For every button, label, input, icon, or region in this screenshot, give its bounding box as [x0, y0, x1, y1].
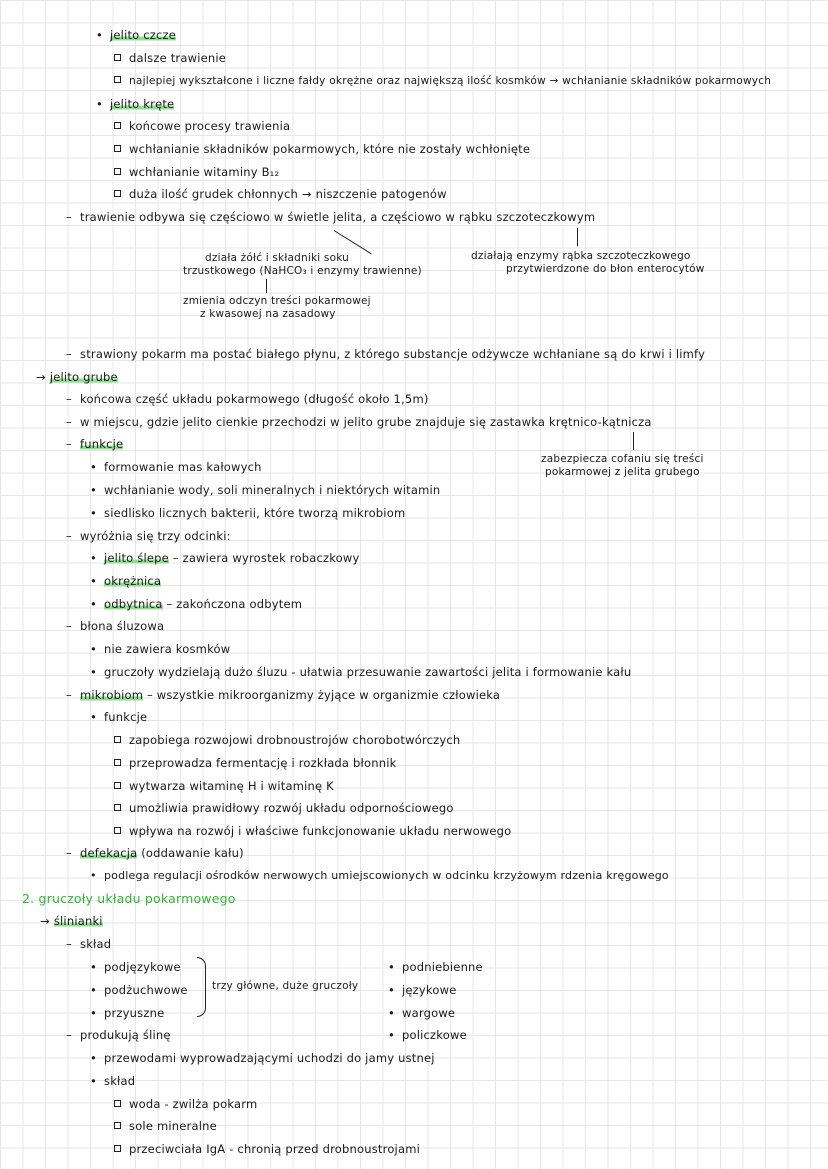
connector-line-right	[577, 228, 578, 246]
item-przewody: • przewodami wyprowadzającymi uchodzi do jamy ustnej	[90, 1051, 435, 1065]
item-defekacja: – defekacja (oddawanie kału)	[66, 846, 244, 860]
bullet-jelito-czcze: • jelito czcze	[96, 28, 177, 42]
note-trzustkowego: trzustkowego (NaHCO₃ i enzymy trawienne)	[183, 265, 422, 277]
heading-jelito-czcze: jelito czcze	[110, 28, 177, 42]
heading-slinianki: → ślinianki	[40, 914, 103, 928]
item-mikrobiom: – mikrobiom – wszystkie mikroorganizmy żyjące w organizmie człowieka	[66, 688, 501, 702]
item-produkuja-sline: – produkują ślinę	[66, 1028, 171, 1042]
item-wargowe: • wargowe	[388, 1006, 456, 1020]
item-odbytnica: • odbytnica – zakończona odbytem	[90, 597, 303, 611]
item-bez-kosmkow: • nie zawiera kosmków	[90, 642, 231, 656]
item-zapobiega: zapobiega rozwojowi drobnoustrojów chorobotwórczych	[114, 733, 460, 747]
item-woda: woda - zwilża pokarm	[114, 1097, 257, 1111]
note-strawiony-pokarm: – strawiony pokarm ma postać białego płynu, z którego substancje odżywcze wchłaniane są do krwi i limfy	[66, 347, 706, 361]
connector-line-zmienia	[266, 279, 267, 293]
item-grudki-chlonne: duża ilość grudek chłonnych → niszczenie patogenów	[114, 187, 447, 201]
item-koncowe-procesy: końcowe procesy trawienia	[114, 119, 290, 133]
note-zabezpiecza: zabezpiecza cofaniu się treści	[541, 453, 704, 465]
item-podjezykowe: • podjęzykowe	[90, 960, 181, 974]
item-przeciwciala: przeciwciała IgA - chronią przed drobnoustrojami	[114, 1142, 420, 1156]
item-blona-sluzowa: – błona śluzowa	[66, 619, 165, 633]
note-przytwierdzone: przytwierdzone do błon enterocytów	[506, 263, 705, 275]
item-wchlanianie-skladnikow: wchłanianie składników pokarmowych, które nie zostały wchłonięte	[114, 142, 530, 156]
note-zolc: działa żółć i składniki soku	[205, 252, 350, 264]
item-sklad: – skład	[66, 937, 112, 951]
item-sklad-sliny: • skład	[90, 1074, 136, 1088]
item-jelito-slepe: • jelito ślepe – zawiera wyrostek robaczkowy	[90, 551, 360, 565]
note-zmienia-odczyn: zmienia odczyn treści pokarmowej	[183, 295, 371, 307]
heading-jelito-grube: → jelito grube	[36, 370, 118, 384]
bullet-jelito-krete: • jelito kręte	[96, 97, 175, 111]
item-podniebienne: • podniebienne	[388, 960, 483, 974]
section-gruczoly: 2. gruczoły układu pokarmowego	[22, 891, 236, 906]
note-trawienie: – trawienie odbywa się częściowo w świetle jelita, a częściowo w rąbku szczoteczkowym	[66, 210, 596, 224]
note-enzymy-rabka: działają enzymy rąbka szczoteczkowego	[471, 250, 691, 262]
item-odpornosc: umożliwia prawidłowy rozwój układu odpornościowego	[114, 801, 454, 815]
item-sole-mineralne: sole mineralne	[114, 1119, 217, 1133]
item-dalsze-trawienie: dalsze trawienie	[114, 51, 226, 65]
item-masy-kalowe: • formowanie mas kałowych	[90, 460, 262, 474]
item-jezykowe: • językowe	[388, 983, 457, 997]
item-uklad-nerwowy: wpływa na rozwój i właściwe funkcjonowanie układu nerwowego	[114, 824, 511, 838]
note-zasadowy: z kwasowej na zasadowy	[200, 308, 336, 320]
item-podzuchwowe: • podżuchwowe	[90, 983, 188, 997]
heading-jelito-krete: jelito kręte	[110, 97, 175, 111]
item-siedlisko-bakterii: • siedlisko licznych bakterii, które tworzą mikrobiom	[90, 506, 406, 520]
note-trzy-glowne: trzy główne, duże gruczoły	[212, 980, 359, 992]
item-witaminy-h-k: wytwarza witaminę H i witaminę K	[114, 779, 334, 793]
item-witamina-b12: wchłanianie witaminy B₁₂	[114, 165, 279, 179]
item-policzkowe: • policzkowe	[388, 1028, 467, 1042]
item-odcinki: – wyróżnia się trzy odcinki:	[66, 529, 231, 543]
item-gruczoly-sluz: • gruczoły wydzielają dużo śluzu - ułatwia przesuwanie zawartości jelita i formowanie kału	[90, 665, 632, 679]
item-fermentacja: przeprowadza fermentację i rozkłada błonnik	[114, 756, 396, 770]
item-faldy-okrezne: najlepiej wykształcone i liczne fałdy okrężne oraz największą ilość kosmków → wchłanianie składników pokarmowych	[114, 74, 771, 88]
heading-funkcje-grube: – funkcje	[66, 437, 124, 451]
item-wchlanianie-wody: • wchłanianie wody, soli mineralnych i niektórych witamin	[90, 483, 441, 497]
item-zastawka: – w miejscu, gdzie jelito cienkie przechodzi w jelito grube znajduje się zastawka krętnico-kątnicza	[66, 415, 652, 429]
connector-line-zastawka	[633, 432, 634, 450]
item-regulacja: • podlega regulacji ośrodków nerwowych umiejscowionych w odcinku krzyżowym rdzenia kręgowego	[90, 869, 669, 882]
brace-glowne-gruczoly	[197, 957, 206, 1017]
item-okreznica: • okrężnica	[90, 574, 162, 588]
note-pokarmowej: pokarmowej z jelita grubego	[545, 466, 700, 478]
item-koncowa-czesc: – końcowa część układu pokarmowego (długość około 1,5m)	[66, 392, 429, 406]
item-przyuszne: • przyuszne	[90, 1006, 165, 1020]
item-mikrobiom-funkcje: • funkcje	[90, 710, 148, 724]
